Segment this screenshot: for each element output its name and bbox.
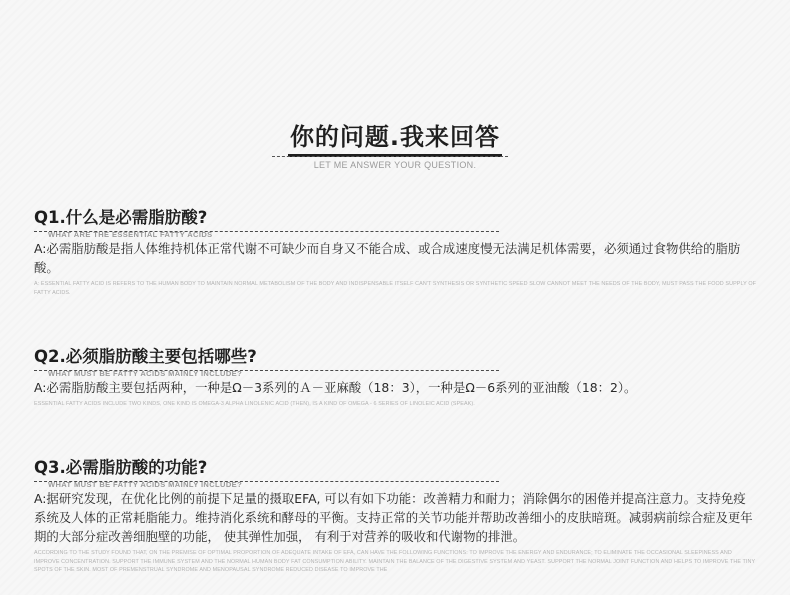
page-subtitle: LET ME ANSWER YOUR QUESTION. (313, 160, 477, 170)
qa-item-3 (34, 457, 758, 575)
question-text: Q3.必需脂肪酸的功能? (34, 458, 208, 477)
question-english-caption: WHAT MUST BE FATTY ACIDS MAINLY INCLUDE? (48, 480, 243, 489)
question-dashed-divider (34, 481, 499, 482)
title-dashed-divider (272, 156, 508, 157)
question-heading (34, 207, 758, 239)
question-dashed-divider (34, 370, 499, 371)
qa-item-1 (34, 207, 758, 297)
question-text: Q2.必须脂肪酸主要包括哪些? (34, 347, 257, 366)
question-heading (34, 457, 758, 489)
question-text: Q1.什么是必需脂肪酸? (34, 208, 208, 227)
answer-text: A:必需脂肪酸是指人体维持机体正常代谢不可缺少而自身又不能合成、或合成速度慢无法满足机体需要，必须通过食物供给的脂肪酸。 (34, 241, 741, 275)
question-heading (34, 346, 758, 378)
answer-english-caption: ACCORDING TO THE STUDY FOUND THAT, ON THE PREMISE OF OPTIMAL PROPORTION OF ADEQUATE INTAKE OF EFA, CAN HAVE THE FOLLOWING FUNCTIONS: TO IMPROVE THE ENERGY AND ENDURANCE; TO ELIMINATE THE OCCASIONAL SLEEPINESS AND IMPROVE CONCENTRATION. SUPPORT THE IMMUNE SYSTEM AND THE NORMAL HUMAN BODY FAT CONSUMPTION ABILITY. MAINTAIN THE BALANCE OF THE DIGESTIVE SYSTEM AND YEAST. SUPPORT THE NORMAL JOINT FUNCTION AND HELPS TO IMPROVE THE TINY SPOTS OF THE SKIN. MOST OF PREMENSTRUAL SYNDROME AND MENOPAUSAL SYNDROME REDUCED DISEASE TO IMPROVE THE (34, 550, 756, 573)
question-english-caption: WHAT MUST BE FATTY ACIDS MAINLY INCLUDE? (48, 369, 243, 378)
question-english-caption: WHAT ARE THE ESSENTIAL FATTY ACIDS (48, 230, 213, 239)
answer-text: A:据研究发现，在优化比例的前提下足量的摄取EFA, 可以有如下功能：改善精力和耐力；消除偶尔的困倦并提高注意力。支持免疫系统及人体的正常耗脂能力。维持消化系统和酵母的平衡。支持正常的关节功能并帮助改善细小的皮肤暗斑。减弱病前综合症及更年期的大部分症改善细胞壁的功能， 使其弹性加强， 有利于对营养的吸收和代谢物的排泄。 (34, 491, 753, 544)
page-header (0, 122, 790, 170)
page-title: 你的问题.我来回答 (288, 122, 502, 157)
qa-item-2 (34, 346, 758, 409)
answer-english-caption: A: ESSENTIAL FATTY ACID IS REFERS TO THE HUMAN BODY TO MAINTAIN NORMAL METABOLISM OF THE BODY AND INDISPENSABLE ITSELF CAN'T SYNTHESIS OR SYNTHETIC SPEED SLOW CANNOT MEET THE NEEDS OF THE BODY, MUST PASS THE FOOD SUPPLY OF FATTY ACIDS. (34, 281, 757, 296)
answer-english-caption: ESSENTIAL FATTY ACIDS INCLUDE TWO KINDS, ONE KIND IS OMEGA-3 ALPHA LINOLENIC ACID (THEN), IS A KIND OF OMEGA - 6 SERIES OF LINOLEIC ACID (SPEAK). (34, 401, 475, 407)
answer-text: A:必需脂肪酸主要包括两种，一种是Ω－3系列的Ａ－亚麻酸（18：3），一种是Ω－6系列的亚油酸（18：2）。 (34, 380, 637, 395)
question-dashed-divider (34, 231, 499, 232)
